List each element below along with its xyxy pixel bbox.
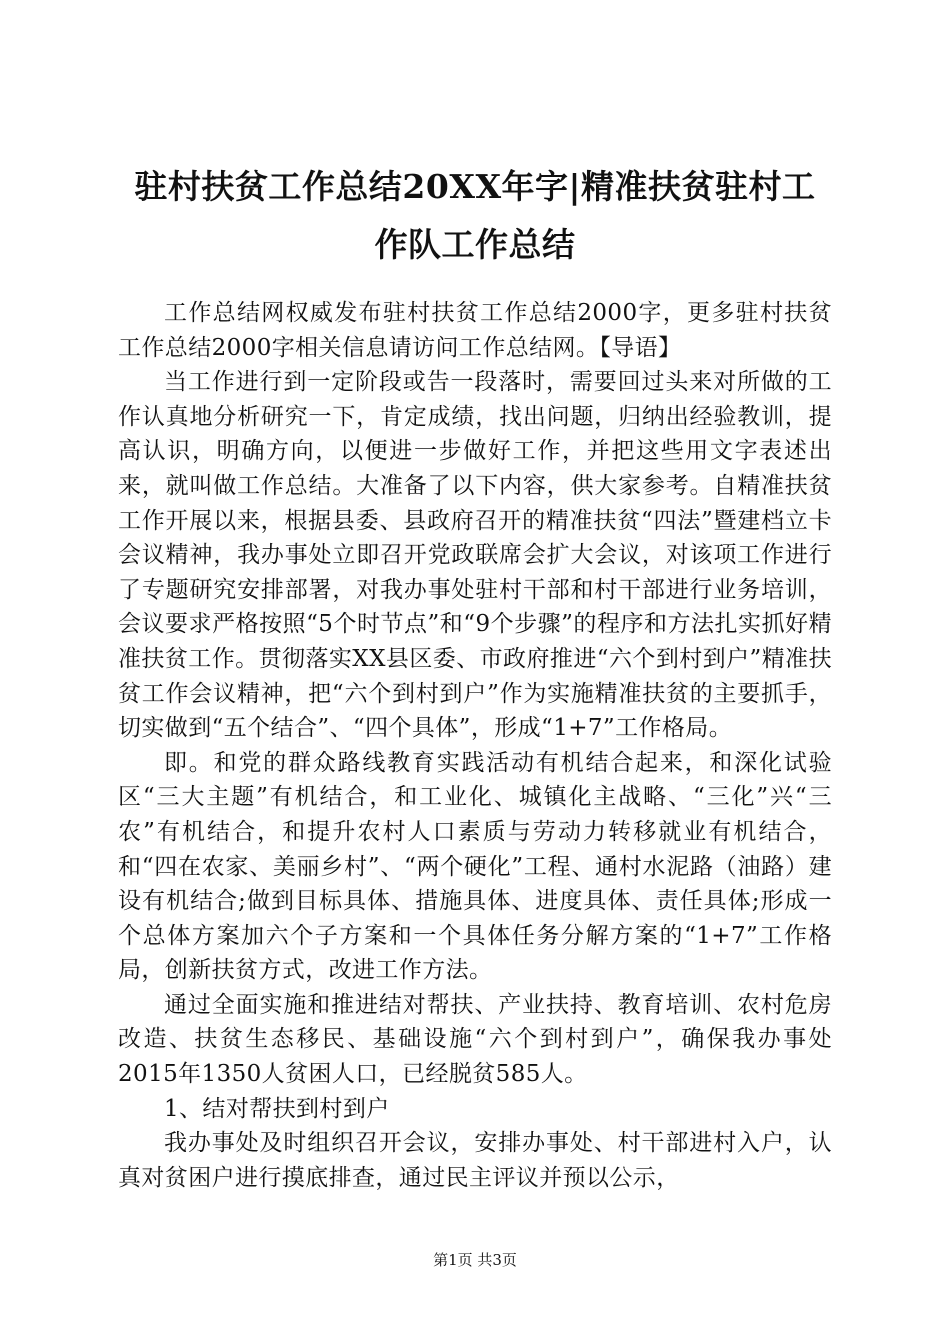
body-paragraph: 通过全面实施和推进结对帮扶、产业扶持、教育培训、农村危房改造、扶贫生态移民、基础设施“六个到村到户”，确保我办事处2015年1350人贫困人口，已经脱贫585人。	[118, 991, 832, 1088]
body-paragraph: 我办事处及时组织召开会议，安排办事处、村干部进村入户，认真对贫困户进行摸底排查，通过民主评议并预以公示，	[118, 1130, 832, 1191]
section-heading: 1、结对帮扶到村到户	[164, 1095, 390, 1122]
page-footer: 第1页 共3页	[433, 1251, 517, 1269]
document-title: 驻村扶贫工作总结20XX年字|精准扶贫驻村工作队工作总结	[134, 167, 816, 264]
document-body	[118, 296, 832, 1195]
body-paragraph: 当工作进行到一定阶段或告一段落时，需要回过头来对所做的工作认真地分析研究一下，肯定成绩，找出问题，归纳出经验教训，提高认识，明确方向，以便进一步做好工作，并把这些用文字表述出来，就叫做工作总结。大准备了以下内容，供大家参考。自精准扶贫工作开展以来，根据县委、县政府召开的精准扶贫“四法”暨建档立卡会议精神，我办事处立即召开党政联席会扩大会议，对该项工作进行了专题研究安排部署，对我办事处驻村干部和村干部进行业务培训，会议要求严格按照“5个时节点”和“9个步骤”的程序和方法扎实抓好精准扶贫工作。贯彻落实XX县区委、市政府推进“六个到村到户”精准扶贫工作会议精神，把“六个到村到户”作为实施精准扶贫的主要抓手，切实做到“五个结合”、“四个具体”，形成“1+7”工作格局。	[118, 369, 832, 742]
body-paragraph: 即。和党的群众路线教育实践活动有机结合起来，和深化试验区“三大主题”有机结合，和工业化、城镇化主战略、“三化”兴“三农”有机结合，和提升农村人口素质与劳动力转移就业有机结合，和“四在农家、美丽乡村”、“两个硬化”工程、通村水泥路（油路）建设有机结合;做到目标具体、措施具体、进度具体、责任具体;形成一个总体方案加六个子方案和一个具体任务分解方案的“1+7”工作格局，创新扶贫方式，改进工作方法。	[118, 749, 832, 984]
intro-paragraph: 工作总结网权威发布驻村扶贫工作总结2000字，更多驻村扶贫工作总结2000字相关信息请访问工作总结网。【导语】	[118, 300, 832, 361]
